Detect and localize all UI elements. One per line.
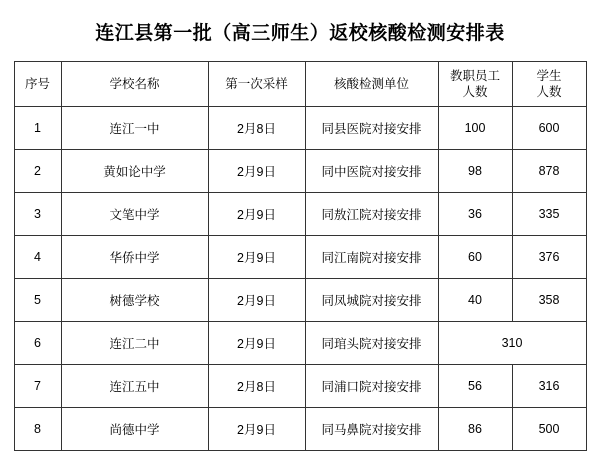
cell-student-count: 600 xyxy=(512,107,586,150)
cell-total-count: 310 xyxy=(438,322,586,365)
cell-student-count: 878 xyxy=(512,150,586,193)
cell-index: 2 xyxy=(14,150,61,193)
column-header-school: 学校名称 xyxy=(61,62,208,107)
cell-testing-unit: 同江南院对接安排 xyxy=(305,236,438,279)
cell-testing-unit: 同琯头院对接安排 xyxy=(305,322,438,365)
cell-index: 8 xyxy=(14,408,61,451)
cell-testing-unit: 同中医院对接安排 xyxy=(305,150,438,193)
cell-student-count: 358 xyxy=(512,279,586,322)
cell-first-sampling: 2月9日 xyxy=(208,150,305,193)
header-row xyxy=(14,62,586,107)
cell-student-count: 500 xyxy=(512,408,586,451)
cell-school: 华侨中学 xyxy=(61,236,208,279)
table-body xyxy=(14,107,586,451)
cell-staff-count: 36 xyxy=(438,193,512,236)
cell-testing-unit: 同马鼻院对接安排 xyxy=(305,408,438,451)
table-row xyxy=(14,236,586,279)
cell-student-count: 376 xyxy=(512,236,586,279)
column-header-student-line2: 人数 xyxy=(536,85,562,99)
cell-testing-unit: 同敖江院对接安排 xyxy=(305,193,438,236)
table-row xyxy=(14,279,586,322)
cell-first-sampling: 2月9日 xyxy=(208,322,305,365)
cell-school: 文笔中学 xyxy=(61,193,208,236)
table-row xyxy=(14,193,586,236)
page-title: 连江县第一批（高三师生）返校核酸检测安排表 xyxy=(95,23,505,44)
schedule-table xyxy=(14,61,587,451)
cell-school: 尚德中学 xyxy=(61,408,208,451)
cell-staff-count: 56 xyxy=(438,365,512,408)
table-row xyxy=(14,365,586,408)
cell-testing-unit: 同浦口院对接安排 xyxy=(305,365,438,408)
cell-student-count: 316 xyxy=(512,365,586,408)
column-header-staff-count xyxy=(438,62,512,107)
cell-first-sampling: 2月9日 xyxy=(208,193,305,236)
table-row xyxy=(14,408,586,451)
cell-index: 6 xyxy=(14,322,61,365)
column-header-first-sampling: 第一次采样 xyxy=(208,62,305,107)
cell-staff-count: 60 xyxy=(438,236,512,279)
cell-index: 5 xyxy=(14,279,61,322)
table-header xyxy=(14,62,586,107)
table-row xyxy=(14,322,586,365)
cell-staff-count: 40 xyxy=(438,279,512,322)
column-header-testing-unit: 核酸检测单位 xyxy=(305,62,438,107)
cell-testing-unit: 同县医院对接安排 xyxy=(305,107,438,150)
table-row xyxy=(14,107,586,150)
cell-first-sampling: 2月9日 xyxy=(208,236,305,279)
column-header-staff-line1: 教职员工 xyxy=(449,68,500,83)
cell-school: 连江二中 xyxy=(61,322,208,365)
cell-first-sampling: 2月8日 xyxy=(208,365,305,408)
cell-staff-count: 100 xyxy=(438,107,512,150)
cell-index: 1 xyxy=(14,107,61,150)
cell-first-sampling: 2月8日 xyxy=(208,107,305,150)
column-header-staff-line2: 人数 xyxy=(462,85,488,99)
cell-student-count: 335 xyxy=(512,193,586,236)
cell-first-sampling: 2月9日 xyxy=(208,279,305,322)
cell-staff-count: 86 xyxy=(438,408,512,451)
cell-index: 7 xyxy=(14,365,61,408)
column-header-student-line1: 学生 xyxy=(536,68,562,83)
cell-school: 黄如论中学 xyxy=(61,150,208,193)
cell-testing-unit: 同凤城院对接安排 xyxy=(305,279,438,322)
cell-school: 连江一中 xyxy=(61,107,208,150)
table-row xyxy=(14,150,586,193)
cell-staff-count: 98 xyxy=(438,150,512,193)
cell-school: 连江五中 xyxy=(61,365,208,408)
cell-index: 4 xyxy=(14,236,61,279)
cell-index: 3 xyxy=(14,193,61,236)
column-header-index: 序号 xyxy=(14,62,61,107)
cell-first-sampling: 2月9日 xyxy=(208,408,305,451)
column-header-student-count xyxy=(512,62,586,107)
cell-school: 树德学校 xyxy=(61,279,208,322)
